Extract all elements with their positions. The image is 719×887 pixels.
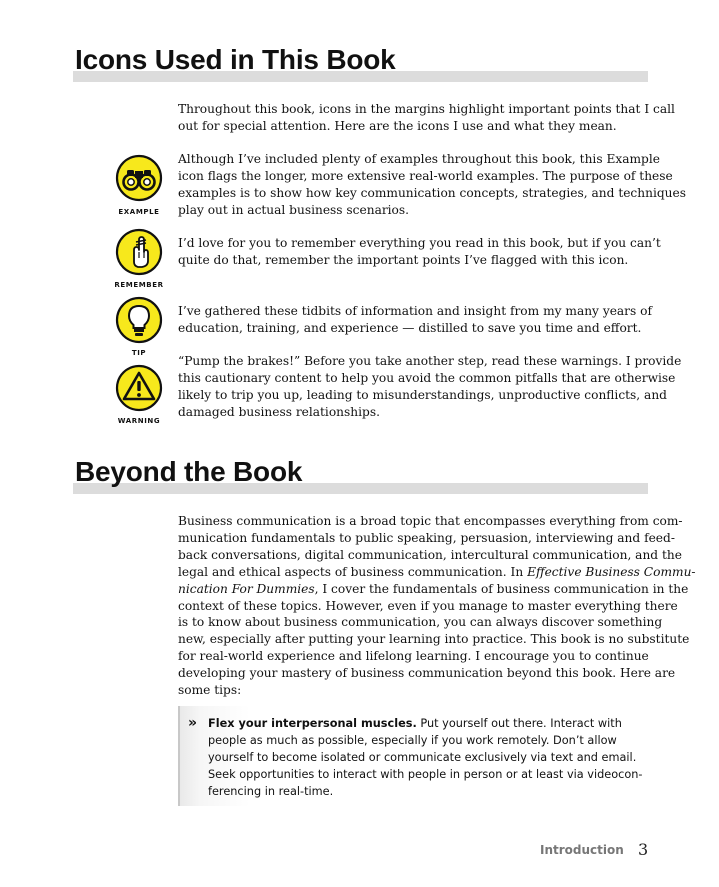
book-title-italic: Effective Business Commu-	[527, 564, 696, 579]
tip-paragraph: I’ve gathered these tidbits of information and insight from my many years of education, training, and experience — distilled to save you time and effort.	[178, 304, 652, 335]
finger-string-icon	[115, 228, 163, 276]
lightbulb-icon	[115, 296, 163, 344]
bullet-tip-text: Flex your interpersonal muscles. Put yourself out there. Interact with people as much as possible, especially if you work remotely. Don’t allow yourself to become isolated or communicate exclusively via text and email. Seek opportunities to interact with people in person or at least via videocon- ferencing in real-time.	[208, 717, 643, 798]
book-title-italic: nication For Dummies	[178, 581, 315, 596]
icons-intro-paragraph: Throughout this book, icons in the margins highlight important points that I call out for special attention. Here are the icons I use and what they mean.	[178, 102, 675, 133]
binoculars-icon	[115, 154, 163, 202]
remember-paragraph: I’d love for you to remember everything you read in this book, but if you can’t quite do that, remember the important points I’ve flagged with this icon.	[178, 236, 661, 267]
example-paragraph: Although I’ve included plenty of examples throughout this book, this Example icon flags the longer, more extensive real-world examples. The purpose of these examples is to show how key communication concepts, strategies, and techniques play out in actual business scenarios.	[178, 152, 686, 217]
icon-label-example: EXAMPLE	[118, 208, 160, 216]
icon-label-remember: REMEMBER	[114, 281, 164, 289]
warning-paragraph: “Pump the brakes!” Before you take another step, read these warnings. I provide this cautionary content to help you avoid the common pitfalls that are otherwise likely to trip you up, leading to misunderstandings, unproductive conflicts, and damaged business relationships.	[178, 354, 682, 419]
footer-section-name: Introduction	[540, 843, 624, 857]
bullet-tip-heading: Flex your interpersonal muscles.	[208, 717, 417, 730]
section-heading-icons: Icons Used in This Book	[75, 44, 396, 75]
section-heading-beyond: Beyond the Book	[75, 456, 303, 487]
icon-label-warning: WARNING	[117, 417, 161, 425]
icon-label-tip: TIP	[131, 349, 147, 357]
beyond-paragraph: Business communication is a broad topic that encompasses everything from com- munication fundamentals to public speaking, persuasion, interviewing and feed- back conversations, digital communication, intercultural communication, and the legal and ethical aspects of business communication. In Effective Business Commu- nication For Dummies, I cover the fundamentals of business communication in the context of these topics. However, even if you manage to master everything there is to know about business communication, you can always discover something new, especially after putting your learning into practice. This book is no substitute for real-world experience and lifelong learning. I encourage you to continue developing your mastery of business communication beyond this book. Here are some tips:	[178, 514, 696, 698]
double-chevron-icon: »	[188, 715, 198, 731]
page-number: 3	[638, 840, 649, 859]
warning-triangle-icon	[115, 364, 163, 412]
